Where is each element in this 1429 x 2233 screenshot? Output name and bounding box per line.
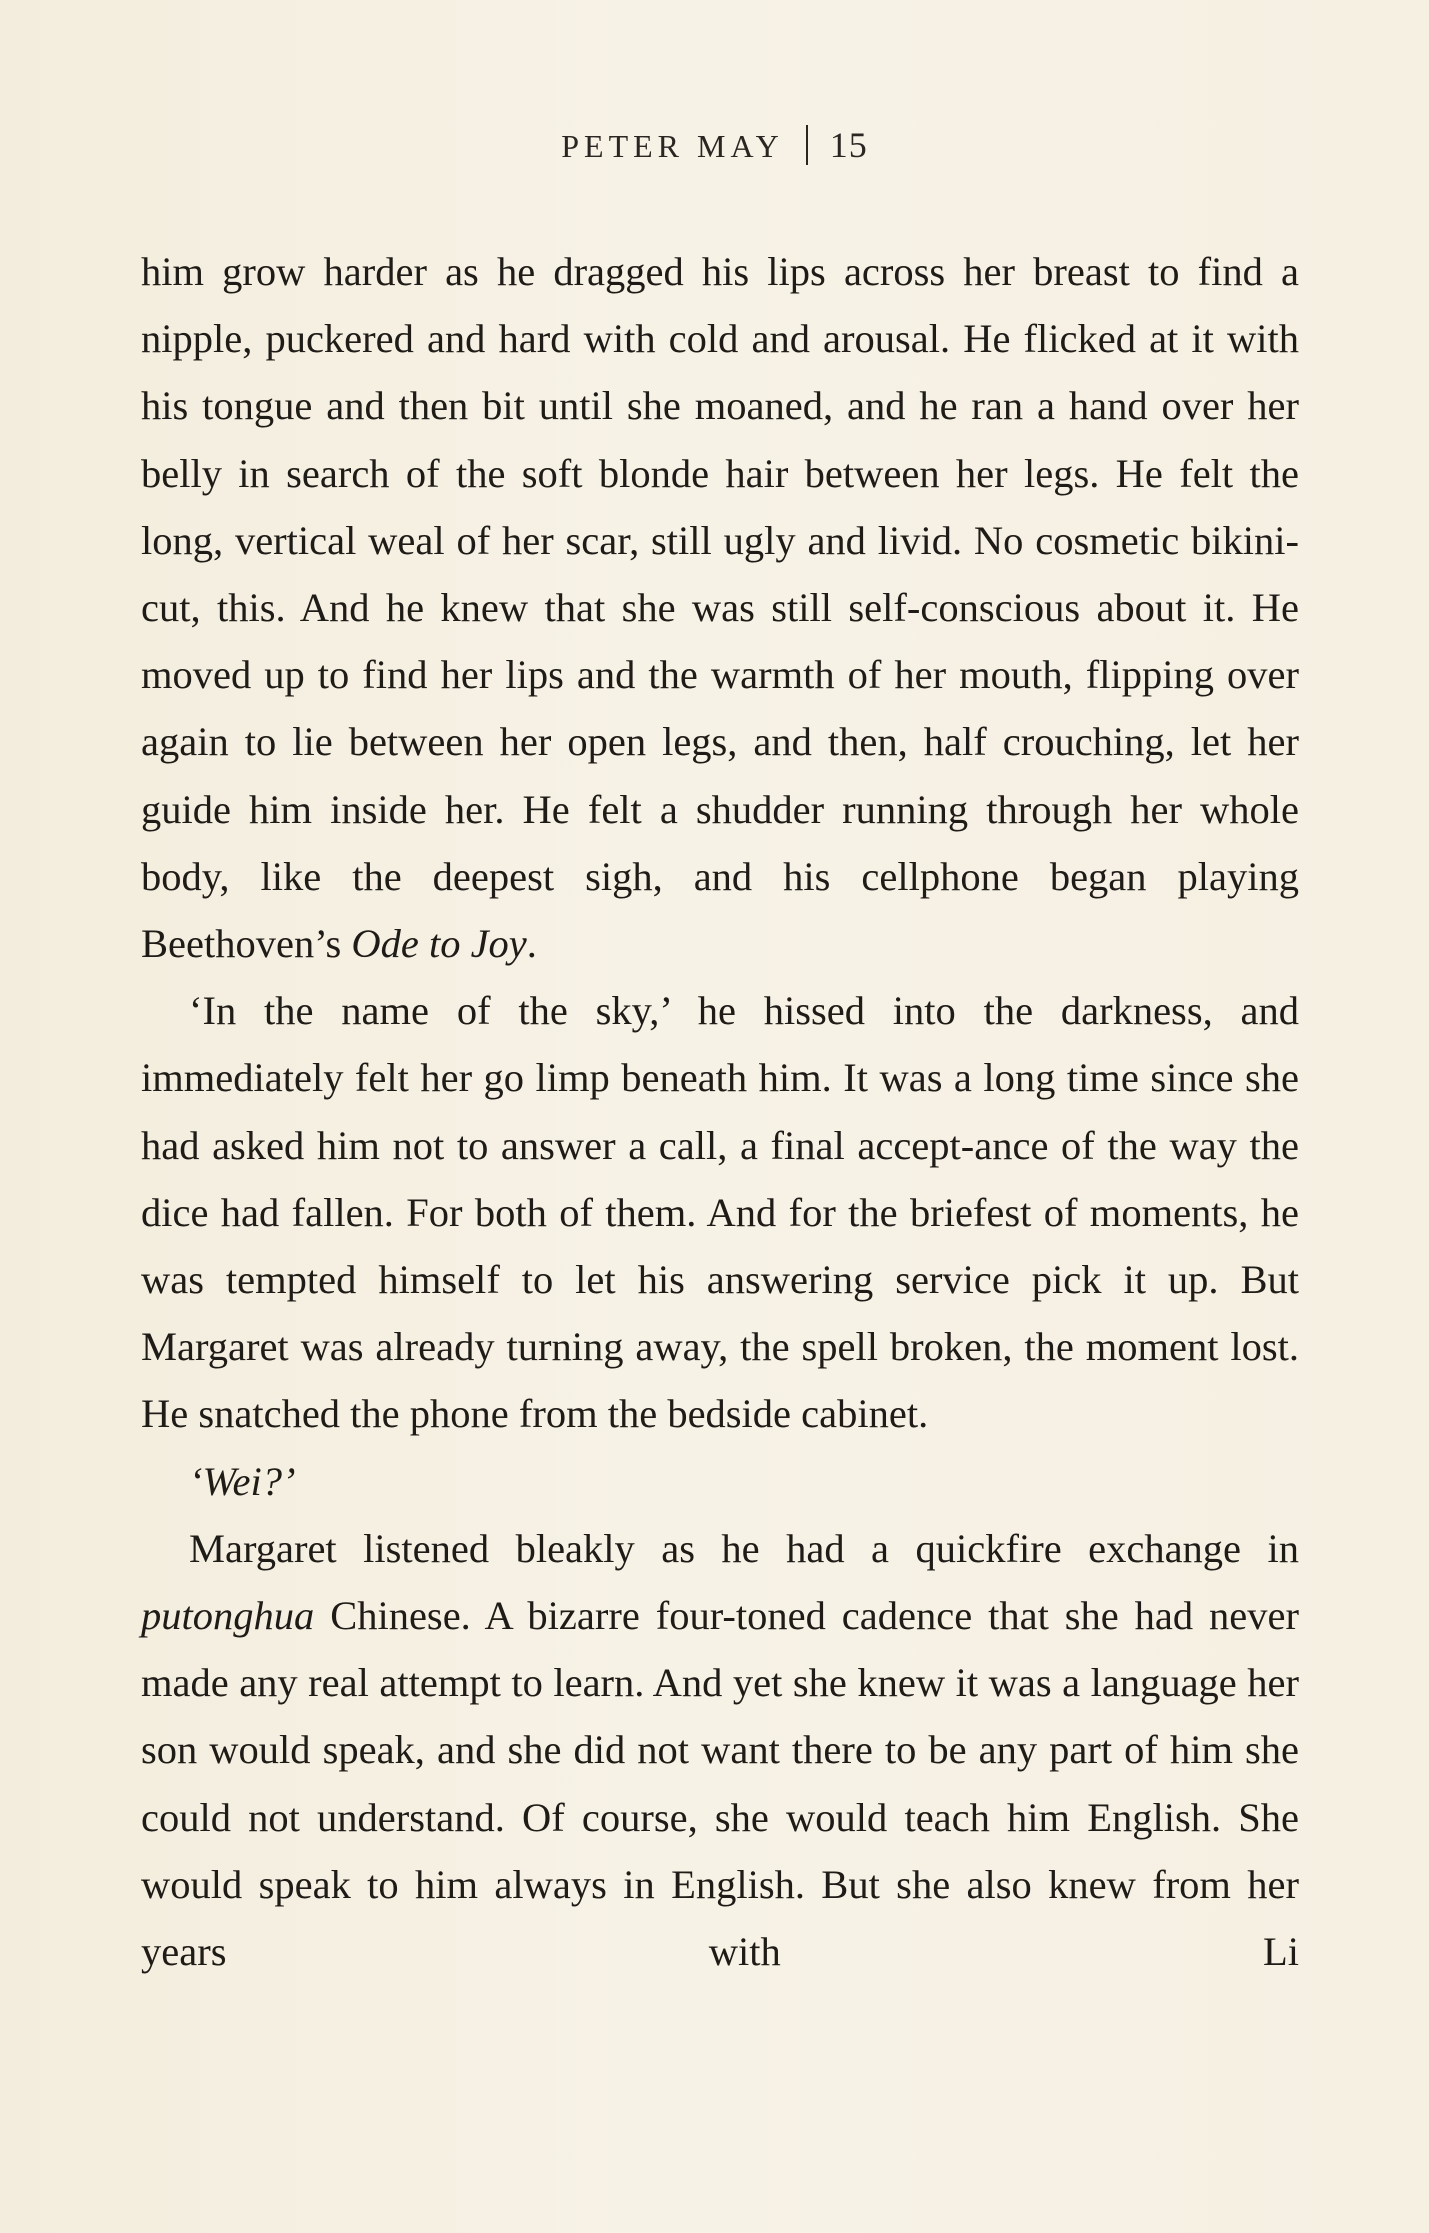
header-separator bbox=[806, 125, 808, 165]
title-ode-to-joy: Ode to Joy bbox=[351, 921, 527, 967]
paragraph-3 bbox=[141, 1448, 1299, 1515]
dialogue-wei: ‘Wei?’ bbox=[189, 1458, 296, 1504]
author-name: PETER MAY bbox=[561, 128, 784, 164]
body-text bbox=[141, 238, 1299, 1985]
page-number: 15 bbox=[829, 125, 868, 165]
term-putonghua: putonghua bbox=[141, 1593, 315, 1639]
paragraph-4 bbox=[141, 1515, 1299, 1985]
paragraph-4-text-a: Margaret listened bleakly as he had a quickfire exchange in bbox=[189, 1525, 1299, 1571]
paragraph-1-text: him grow harder as he dragged his lips across her breast to find a nipple, puckered and hard with cold and arousal. He flicked at it with his tongue and then bit until she moaned, and he ran a hand over her belly in search of the soft blonde hair between her legs. He felt the long, vertical weal of her scar, still ugly and livid. No cosmetic bikini-cut, this. And he knew that she was still self-conscious about it. He moved up to find her lips and the warmth of her mouth, flipping over again to lie between her open legs, and then, half crouching, let her guide him inside her. He felt a shudder running through her whole body, like the deepest sigh, and his cellphone began playing Beethoven’s bbox=[141, 249, 1299, 967]
paragraph-1-end: . bbox=[526, 921, 537, 967]
paragraph-4-text-b: Chinese. A bizarre four-toned cadence that she had never made any real attempt to learn. And yet she knew it was a language her son would speak, and she did not want there to be any part of him she could not understand. Of course, she would teach him English. She would speak to him always in English. But she also knew from her years with Li bbox=[141, 1593, 1299, 1975]
paragraph-2: ‘In the name of the sky,’ he hissed into the darkness, and immediately felt her go limp beneath him. It was a long time since she had asked him not to answer a call, a final accept-ance of the way the dice had fallen. For both of them. And for the briefest of moments, he was tempted himself to let his answering service pick it up. But Margaret was already turning away, the spell broken, the moment lost. He snatched the phone from the bedside cabinet. bbox=[141, 988, 1299, 1437]
running-head bbox=[0, 124, 1429, 166]
paragraph-1 bbox=[141, 238, 1299, 977]
